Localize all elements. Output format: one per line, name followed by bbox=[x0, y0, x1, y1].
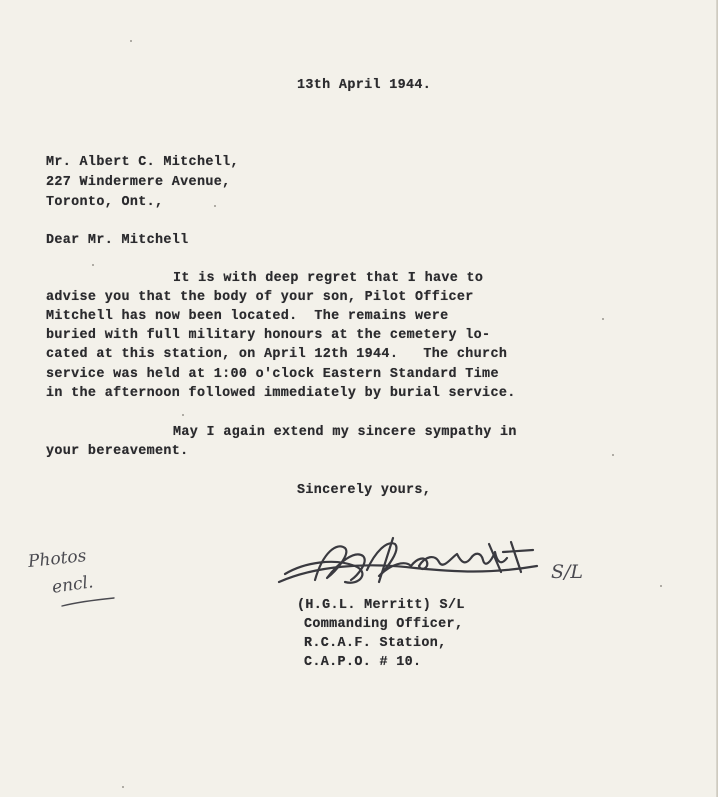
paper-speck bbox=[214, 205, 216, 207]
body-line: your bereavement. bbox=[46, 444, 189, 459]
signatory-postal: C.A.P.O. # 10. bbox=[304, 655, 422, 670]
paper-speck bbox=[660, 585, 662, 587]
body-line: Mitchell has now been located. The remains were bbox=[46, 309, 449, 324]
margin-note-line-2: encl. bbox=[50, 572, 95, 598]
margin-note-line-1: Photos bbox=[27, 546, 88, 572]
body-line: It is with deep regret that I have to bbox=[173, 271, 484, 286]
signatory-station: R.C.A.F. Station, bbox=[304, 636, 447, 651]
body-line: advise you that the body of your son, Pilot Officer bbox=[46, 290, 474, 305]
paper-speck bbox=[612, 454, 614, 456]
salutation: Dear Mr. Mitchell bbox=[46, 233, 189, 248]
letter-date: 13th April 1944. bbox=[297, 78, 432, 93]
body-line: buried with full military honours at the cemetery lo- bbox=[46, 328, 491, 343]
recipient-name: Mr. Albert C. Mitchell, bbox=[46, 155, 239, 170]
signature-suffix: S/L bbox=[551, 561, 584, 583]
paper-speck bbox=[602, 318, 604, 320]
signatory-title: Commanding Officer, bbox=[304, 617, 464, 632]
paper-edge bbox=[717, 0, 718, 797]
paper-speck bbox=[130, 40, 132, 42]
paper-speck bbox=[182, 414, 184, 416]
signatory-name: (H.G.L. Merritt) S/L bbox=[297, 598, 465, 613]
paper-speck bbox=[92, 264, 94, 266]
body-line: May I again extend my sincere sympathy in bbox=[173, 425, 517, 440]
closing: Sincerely yours, bbox=[297, 483, 432, 498]
body-line: cated at this station, on April 12th 1944. The church bbox=[46, 347, 508, 362]
paper-speck bbox=[122, 786, 124, 788]
recipient-street: 227 Windermere Avenue, bbox=[46, 175, 231, 190]
recipient-city: Toronto, Ont., bbox=[46, 195, 164, 210]
margin-note-underline bbox=[60, 594, 120, 610]
body-line: in the afternoon followed immediately by burial service. bbox=[46, 386, 516, 401]
body-line: service was held at 1:00 o'clock Eastern Standard Time bbox=[46, 367, 499, 382]
